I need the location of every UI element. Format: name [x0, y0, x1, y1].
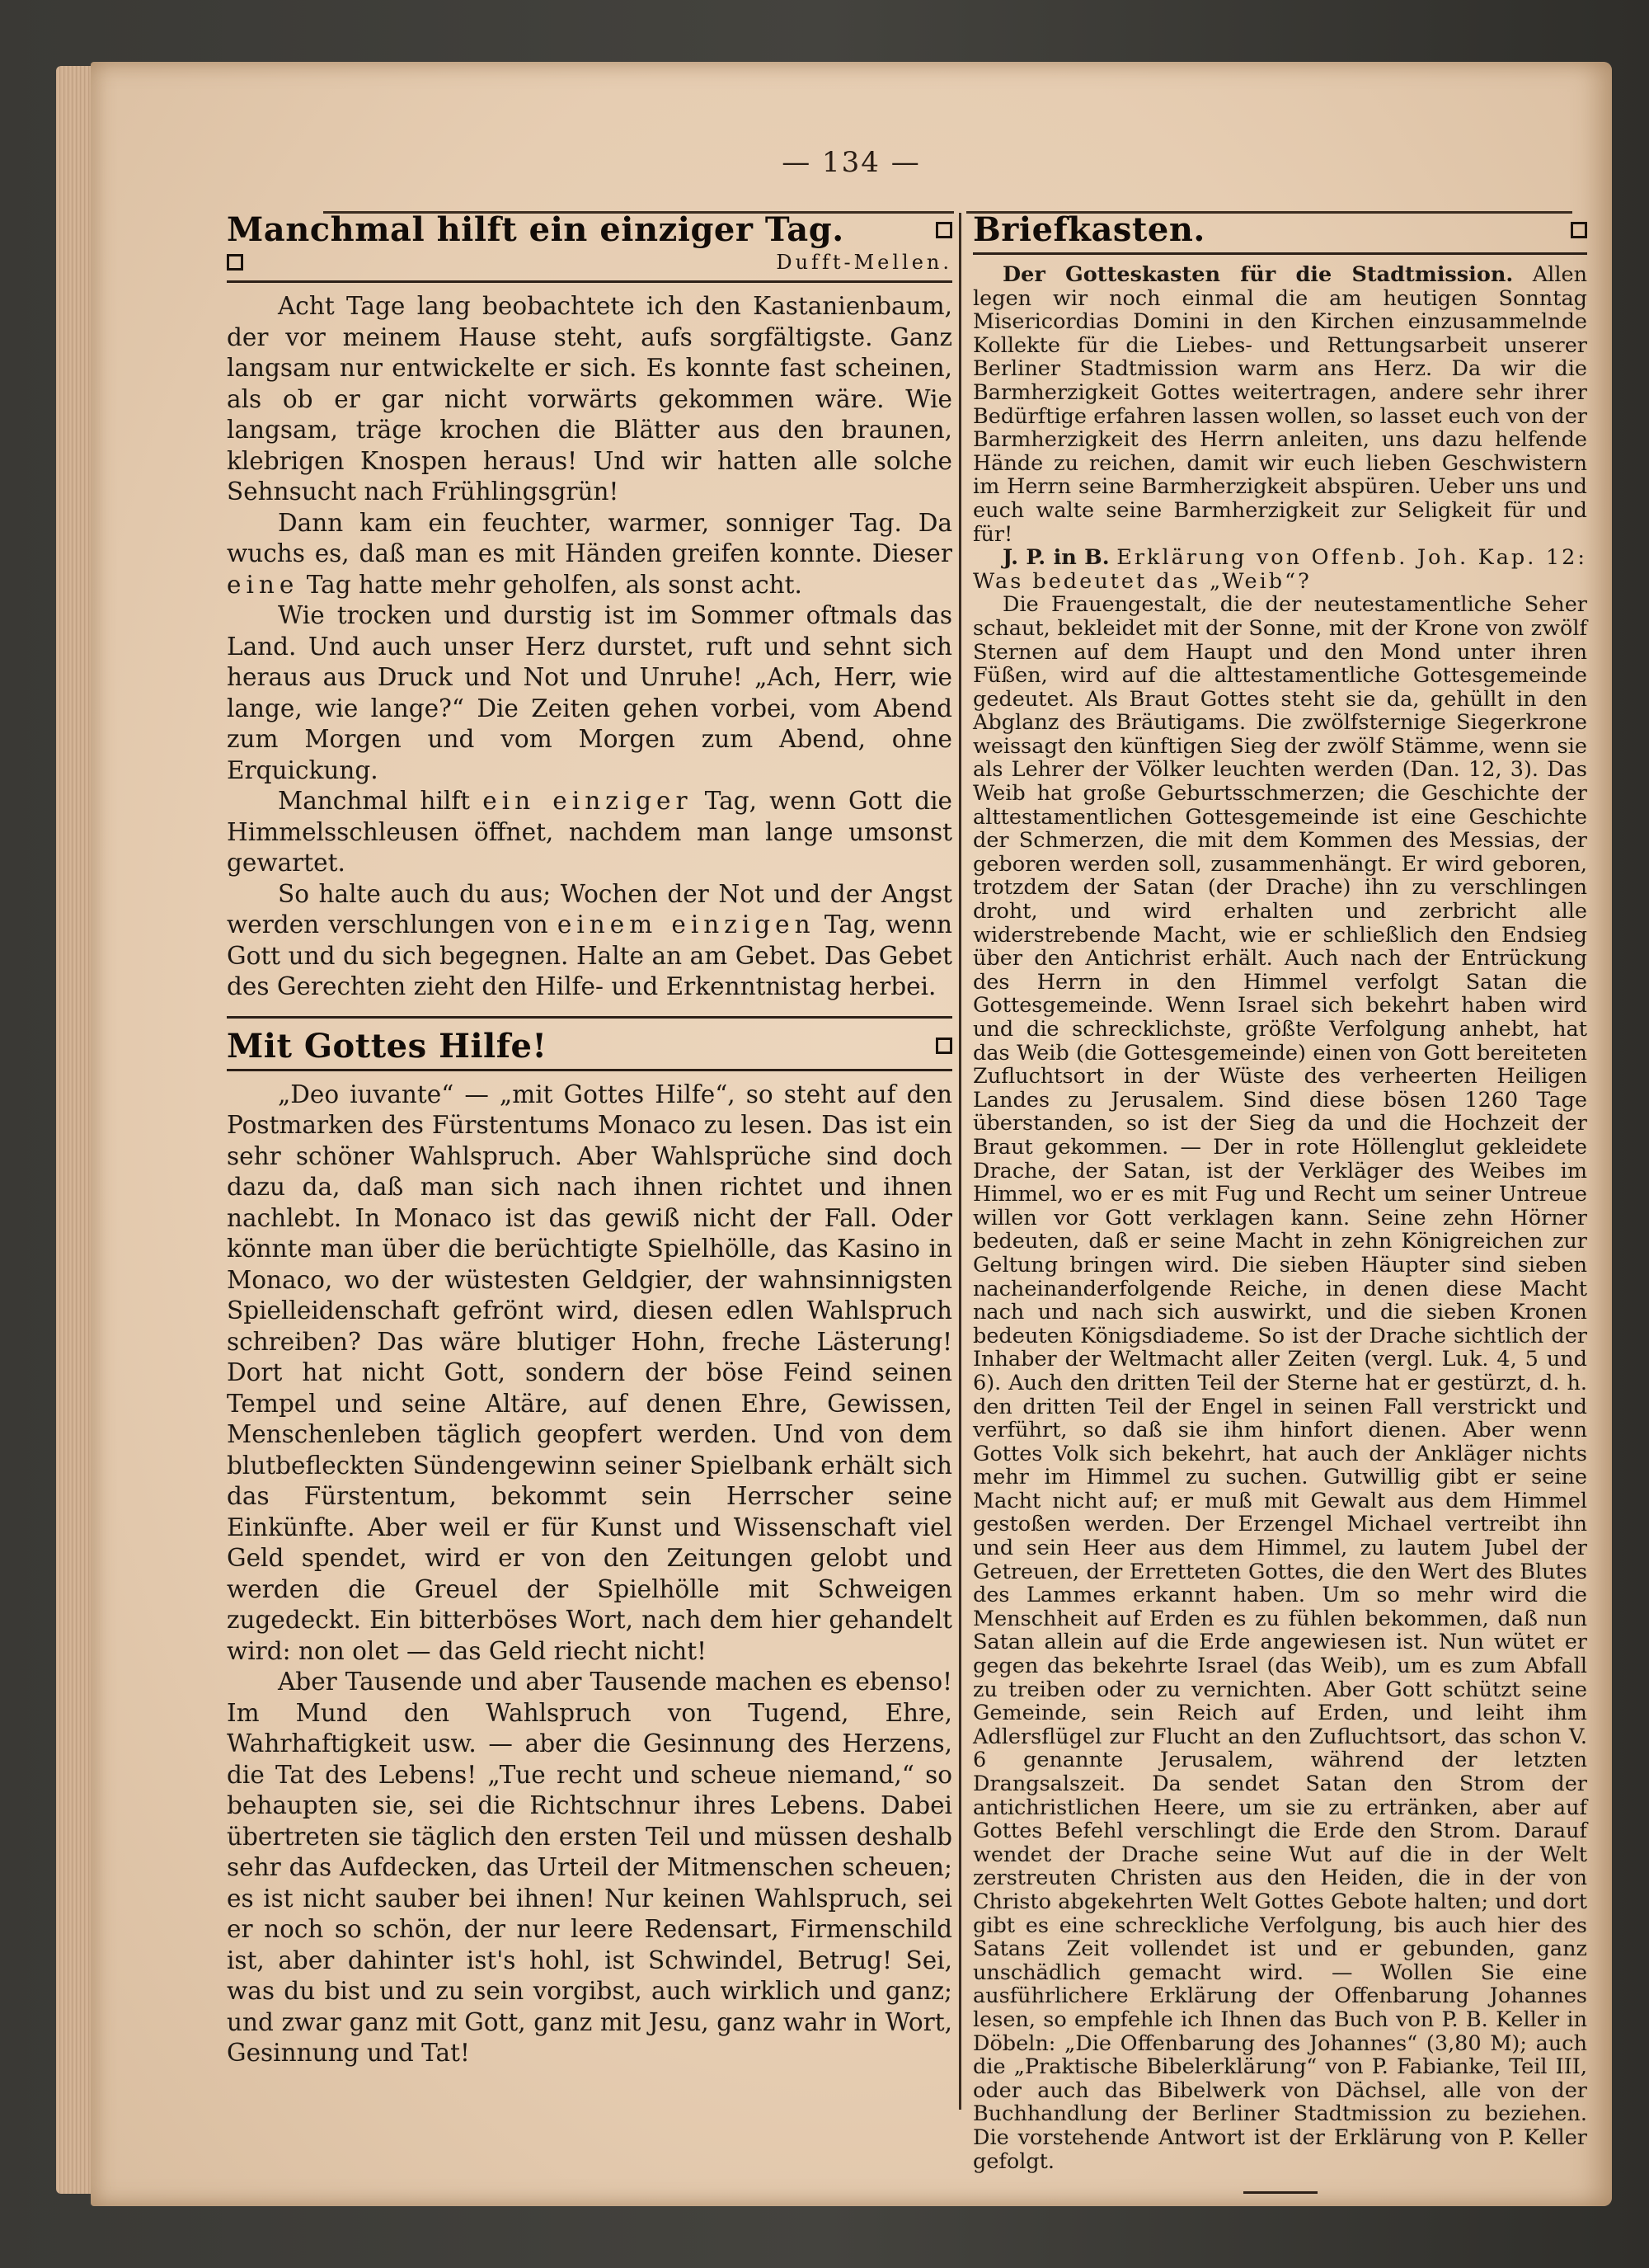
paragraph: Wie trocken und durstig ist im Sommer oftmals das Land. Und auch unser Herz durstet, ruft und sehnt sich heraus aus Druck und Not und Unruhe! „Ach, Herr, wie lange, wie lange?“ Die Zeiten gehen vorbei, vom Abend zum Morgen und vom Morgen zum Abend, ohne Erquickung.: [227, 601, 952, 784]
article-title: Manchmal hilft ein einziger Tag.: [227, 210, 844, 249]
lead-heading: J. P. in B.: [1003, 545, 1110, 571]
paragraph: „Deo iuvante“ — „mit Gottes Hilfe“, so steht auf den Postmarken des Fürstentums Monaco zu lesen. Das ist ein sehr schöner Wahlspruch. Aber Wahlsprüche sind doch dazu da, daß man sich nach ihnen richtet und ihnen nachlebt. In Monaco ist das gewiß nicht der Fall. Oder könnte man über die berüchtigte Spielhölle, das Kasino in Monaco, wo der wüstesten Geldgier, der wahnsinnigsten Spielleidenschaft gefrönt wird, diesen edlen Wahlspruch schreiben? Das wäre blutiger Hohn, freche Lästerung! Dort hat nicht Gott, sondern der böse Feind seinen Tempel und seine Altäre, auf denen Ehre, Gewissen, Menschenleben täglich geopfert werden. Und von dem blutbefleckten Sündengewinn seiner Spielbank erhält sich das Fürstentum, bekommt sein Herrscher seine Einkünfte. Aber weil er für Kunst und Wissenschaft viel Geld spendet, wird er von den Zeitungen gelobt und werden die Greuel der Spielhölle mit Schweigen zugedeckt. Ein bitterböses Wort, nach dem hier gehandelt wird: non olet — das Geld riecht nicht!: [227, 1080, 952, 1665]
lead-heading: Der Gotteskasten für die Stadtmission.: [1003, 262, 1514, 287]
paragraph: Die Frauengestalt, die der neutestamentliche Seher schaut, bekleidet mit der Sonne, mit der Krone von zwölf Sternen auf dem Haupt und den Mond unter ihren Füßen, wird auf die alttestamentliche Gottesgemeinde gedeutet. Als Braut Gottes steht sie da, gehüllt in den Abglanz des Bräutigams. Die zwölfsternige Siegerkrone weissagt den künftigen Sieg der zwölf Stämme, wenn sie als Lehrer der Völker leuchten werden (Dan. 12, 3). Das Weib hat große Geburtsschmerzen; die Geschichte der alttestamentlichen Gottesgemeinde ist eine Geschichte der Schmerzen, die mit dem Kommen des Messias, der geboren werden soll, zusammenhängt. Er wird geboren, trotzdem der Satan (der Drache) ihn zu verschlingen droht, und wird erhalten und zerbricht alle widerstrebende Macht, wie er schließlich den Endsieg über den Antichrist erhält. Auch nach der Entrückung des Herrn in den Himmel verfolgt Satan die Gottesgemeinde. Wenn Israel sich bekehrt haben wird und die schrecklichste, größte Verfolgung anhebt, hat das Weib (die Gottesgemeinde) einen von Gott bereiteten Zufluchtsort in der Wüste des verheerten Heiligen Landes zu Jerusalem. Sind diese bösen 1260 Tage überstanden, so ist der Sieg da und die Hochzeit der Braut gekommen. — Der in rote Höllenglut gekleidete Drache, der Satan, ist der Verkläger des Weibes im Himmel, wo er es mit Fug und Recht um seiner Untreue willen vor Gott verklagen kann. Seine zehn Hörner bedeuten, daß er seine Macht in zehn Königreichen zur Geltung bringen wird. Die sieben Häupter sind sieben nacheinanderfolgende Reiche, in denen diese Macht nach und nach sich auswirkt, und die sieben Kronen bedeuten Königsdiademe. So ist der Drache sichtlich der Inhaber der Weltmacht aller Zeiten (vergl. Luk. 4, 5 und 6). Auch den dritten Teil der Sterne hat er gestürzt, d. h. den dritten Teil der Engel in seinen Fall verstrickt und verführt, so daß sie ihm hinfort dienen. Aber wenn Gottes Volk sich bekehrt, hat auch der Ankläger nichts mehr im Himmel zu suchen. Gutwillig gibt er seine Macht nicht auf; er muß mit Gewalt aus dem Himmel gestoßen werden. Der Erzengel Michael vertreibt ihn und sein Heer aus dem Himmel, zu lautem Jubel der Getreuen, der Erretteten Gottes, die den Wert des Blutes des Lammes erkannt haben. Um so mehr wird die Menschheit auf Erden es zu fühlen bekommen, daß nun Satan allein auf die Erde angewiesen ist. Nun wütet er gegen das bekehrte Israel (das Weib), um es zum Abfall zu treiben oder zu vernichten. Aber Gott schützt seine Gemeinde, sein Reich auf Erden, und leiht ihm Adlersflügel zur Flucht an den Zufluchtsort, das schon V. 6 genannte Jerusalem, während der letzten Drangsalszeit. Da sendet Satan den Strom der antichristlichen Heere, um sie zu ertränken, aber auf Gottes Befehl verschlingt die Erde den Strom. Darauf wendet der Drache seine Wut auf die in der Welt zerstreuten Christen aus den Heiden, die in der von Christo abgekehrten Welt Gottes Gebote halten; und dort gibt es eine schreckliche Verfolgung, bis auch hier des Satans Zeit vollendet ist und er gebunden, ganz unschädlich gemacht wird. — Wollen Sie eine ausführlichere Erklärung der Offenbarung Johannes lesen, so empfehle ich Ihnen das Buch von P. B. Keller in Döbeln: „Die Offenbarung des Johannes“ (3,80 M); auch die „Praktische Bibelerklärung“ von P. Fabianke, Teil III, oder auch das Bibelwerk von Dächsel, alle von der Buchhandlung der Berliner Stadtmission zu beziehen. Die vorstehende Antwort ist der Erklärung von P. Keller gefolgt.: [973, 592, 1587, 2174]
emphasis: eine: [227, 570, 299, 599]
briefkasten-title: Briefkasten.: [973, 210, 1205, 249]
end-rule: [1243, 2191, 1318, 2194]
square-ornament-icon: [1571, 222, 1587, 238]
paragraph: Acht Tage lang beobachtete ich den Kastanienbaum, der vor meinem Hause steht, aufs sorgfältigste. Ganz langsam nur entwickelte er sich. Es konnte fast scheinen, als ob er gar nicht vorwärts gekommen wäre. Wie langsam, träge krochen die Blätter aus den braunen, klebrigen Knospen heraus! Und wir hatten alle solche Sehnsucht nach Frühlingsgrün!: [227, 292, 952, 506]
square-ornament-icon: [936, 1038, 952, 1054]
author-byline: Dufft-Mellen.: [776, 251, 952, 274]
paragraph: [973, 546, 1587, 593]
briefkasten-header: [973, 210, 1587, 249]
article-title: Mit Gottes Hilfe!: [227, 1026, 547, 1066]
paragraph: Aber Tausende und aber Tausende machen es ebenso! Im Mund den Wahlspruch von Tugend, Ehre, Wahrhaftigkeit usw. — aber die Gesinnung des Herzens, die Tat des Lebens! „Tue recht und scheue niemand,“ so behaupten sie, sei die Richtschnur ihres Lebens. Dabei übertreten sie täglich den ersten Teil und müssen deshalb sehr das Aufdecken, das Urteil der Mitmenschen scheuen; es ist nicht sauber bei ihnen! Nur keinen Wahlspruch, sei er noch so schön, der nur leere Redensart, Firmenschild ist, aber dahinter ist's hohl, ist Schwindel, Betrug! Sei, was du bist und zu sein vorgibst, auch wirklich und ganz; und zwar ganz mit Gott, ganz mit Jesu, ganz wahr in Wort, Gesinnung und Tat!: [227, 1668, 952, 2067]
square-ornament-icon: [227, 254, 243, 271]
article-mit-gottes-hilfe: [227, 1016, 952, 2069]
emphasis: ein einziger: [482, 787, 693, 815]
text-run: Tag hatte mehr geholfen, als sonst acht.: [306, 570, 802, 599]
column-divider: [959, 213, 961, 2110]
header-rule: [973, 252, 1587, 255]
text-run: Dann kam ein feuchter, warmer, sonniger Tag. Da wuchs es, daß man es mit Händen greifen konnte. Dieser: [227, 508, 952, 567]
paragraph: [227, 508, 952, 601]
section-rule: [227, 1016, 952, 1019]
header-rule: [227, 280, 952, 283]
paragraph: [227, 879, 952, 1003]
text-run: Manchmal hilft: [278, 787, 471, 815]
article-header: [227, 1027, 952, 1066]
text-run: Tag, wenn Gott die Himmelsschleusen öffnet, nachdem man lange umsonst gewartet.: [227, 787, 952, 877]
header-rule: [227, 1069, 952, 1071]
page-number: — 134 —: [782, 146, 921, 179]
text-run: Tag, wenn Gott und du sich begegnen. Halte an am Gebet. Das Gebet des Gerechten zieht den Hilfe- und Erkenntnistag herbei.: [227, 910, 952, 1000]
emphasis: einem einzigen: [557, 910, 815, 939]
text-run: So halte auch du aus; Wochen der Not und der Angst werden verschlungen von: [227, 879, 952, 939]
emphasis: Erklärung von Offenb. Joh. Kap. 12: Was bedeutet das „Weib“?: [973, 545, 1588, 594]
paragraph: [973, 263, 1587, 546]
text-run: Allen legen wir noch einmal die am heutigen Sonntag Misericordias Domini in den Kirchen einzusammelnde Kollekte für die Liebes- und Rettungsarbeit unserer Berliner Stadtmission warm ans Herz. Da wir die Barmherzigkeit Gottes weitertragen, andere sehr ihrer Bedürftige erfahren lassen wollen, so lasset euch von der Barmherzigkeit des Herrn anleiten, uns dazu helfende Hände zu reichen, damit wir euch lieben Geschwistern im Herrn seine Barmherzigkeit abspüren. Ueber uns und euch walte seine Barmherzigkeit zur Seligkeit für und für!: [973, 262, 1587, 547]
square-ornament-icon: [936, 222, 952, 238]
article-manchmal: [227, 210, 952, 1003]
byline-row: [227, 251, 952, 274]
article-header: [227, 210, 952, 249]
paragraph: [227, 786, 952, 879]
right-column: [973, 210, 1587, 2194]
left-column: [227, 210, 952, 2069]
